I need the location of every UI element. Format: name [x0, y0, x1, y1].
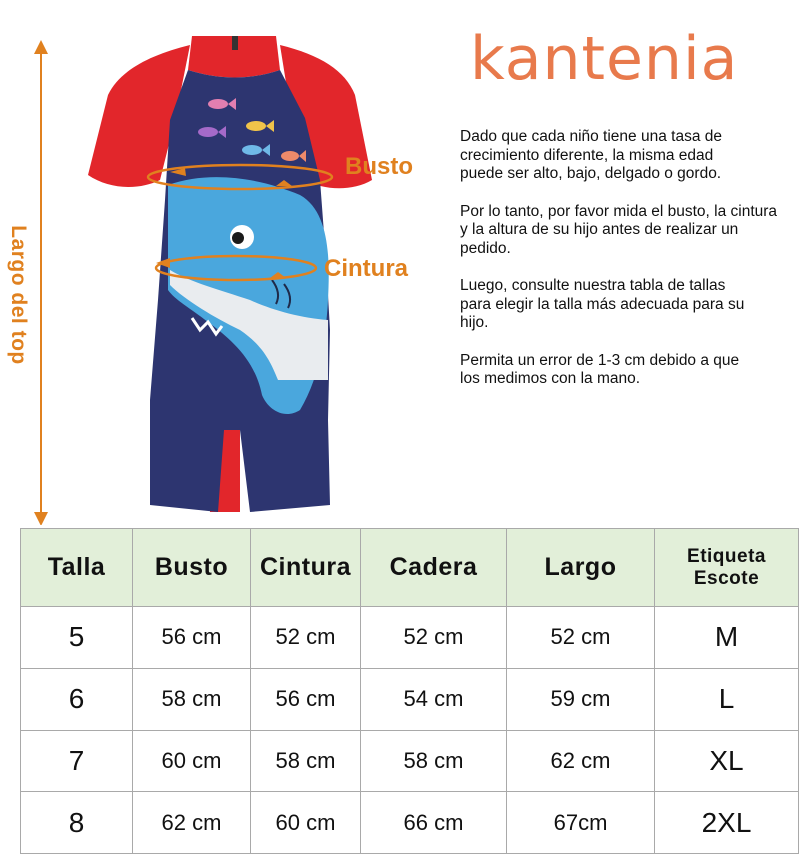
- header-etiqueta: Etiqueta Escote: [655, 529, 799, 607]
- header-cadera: Cadera: [361, 529, 507, 607]
- table-row: [21, 730, 799, 792]
- cell-cintura: 52 cm: [251, 607, 361, 669]
- brand-logo: kantenia: [470, 24, 739, 94]
- cell-cintura: 56 cm: [251, 668, 361, 730]
- cell-etiqueta: M: [655, 607, 799, 669]
- cell-talla: 6: [21, 668, 133, 730]
- table-header-row: [21, 529, 799, 607]
- header-busto: Busto: [133, 529, 251, 607]
- cell-talla: 8: [21, 792, 133, 854]
- table-row: [21, 792, 799, 854]
- cell-talla: 5: [21, 607, 133, 669]
- description-paragraph-2: Por lo tanto, por favor mida el busto, la cintura y la altura de su hijo antes de realizar un pedido.: [460, 202, 778, 257]
- cell-busto: 60 cm: [133, 730, 251, 792]
- cell-busto: 58 cm: [133, 668, 251, 730]
- description: [460, 128, 788, 408]
- length-label: Largo del top: [7, 225, 30, 365]
- cell-busto: 62 cm: [133, 792, 251, 854]
- table-row: [21, 607, 799, 669]
- zipper: [232, 36, 238, 50]
- header-cintura: Cintura: [251, 529, 361, 607]
- waist-label: Cintura: [324, 255, 408, 282]
- cell-talla: 7: [21, 730, 133, 792]
- cell-cadera: 58 cm: [361, 730, 507, 792]
- cell-largo: 59 cm: [507, 668, 655, 730]
- cell-etiqueta: L: [655, 668, 799, 730]
- cell-largo: 52 cm: [507, 607, 655, 669]
- cell-busto: 56 cm: [133, 607, 251, 669]
- description-paragraph-4: Permita un error de 1-3 cm debido a que los medimos con la mano.: [460, 351, 740, 387]
- size-table: [20, 528, 799, 854]
- cell-cadera: 54 cm: [361, 668, 507, 730]
- cell-cintura: 60 cm: [251, 792, 361, 854]
- cell-cintura: 58 cm: [251, 730, 361, 792]
- table-row: [21, 668, 799, 730]
- header-talla: Talla: [21, 529, 133, 607]
- description-paragraph-3: Luego, consulte nuestra tabla de tallas para elegir la talla más adecuada para su hijo.: [460, 277, 745, 331]
- cell-etiqueta: XL: [655, 730, 799, 792]
- description-paragraph-1: Dado que cada niño tiene una tasa de crecimiento diferente, la misma edad puede ser alto, bajo, delgado o gordo.: [460, 128, 722, 182]
- cell-largo: 62 cm: [507, 730, 655, 792]
- cell-largo: 67cm: [507, 792, 655, 854]
- cell-cadera: 52 cm: [361, 607, 507, 669]
- cell-cadera: 66 cm: [361, 792, 507, 854]
- cell-etiqueta: 2XL: [655, 792, 799, 854]
- bust-label: Busto: [345, 153, 413, 180]
- header-largo: Largo: [507, 529, 655, 607]
